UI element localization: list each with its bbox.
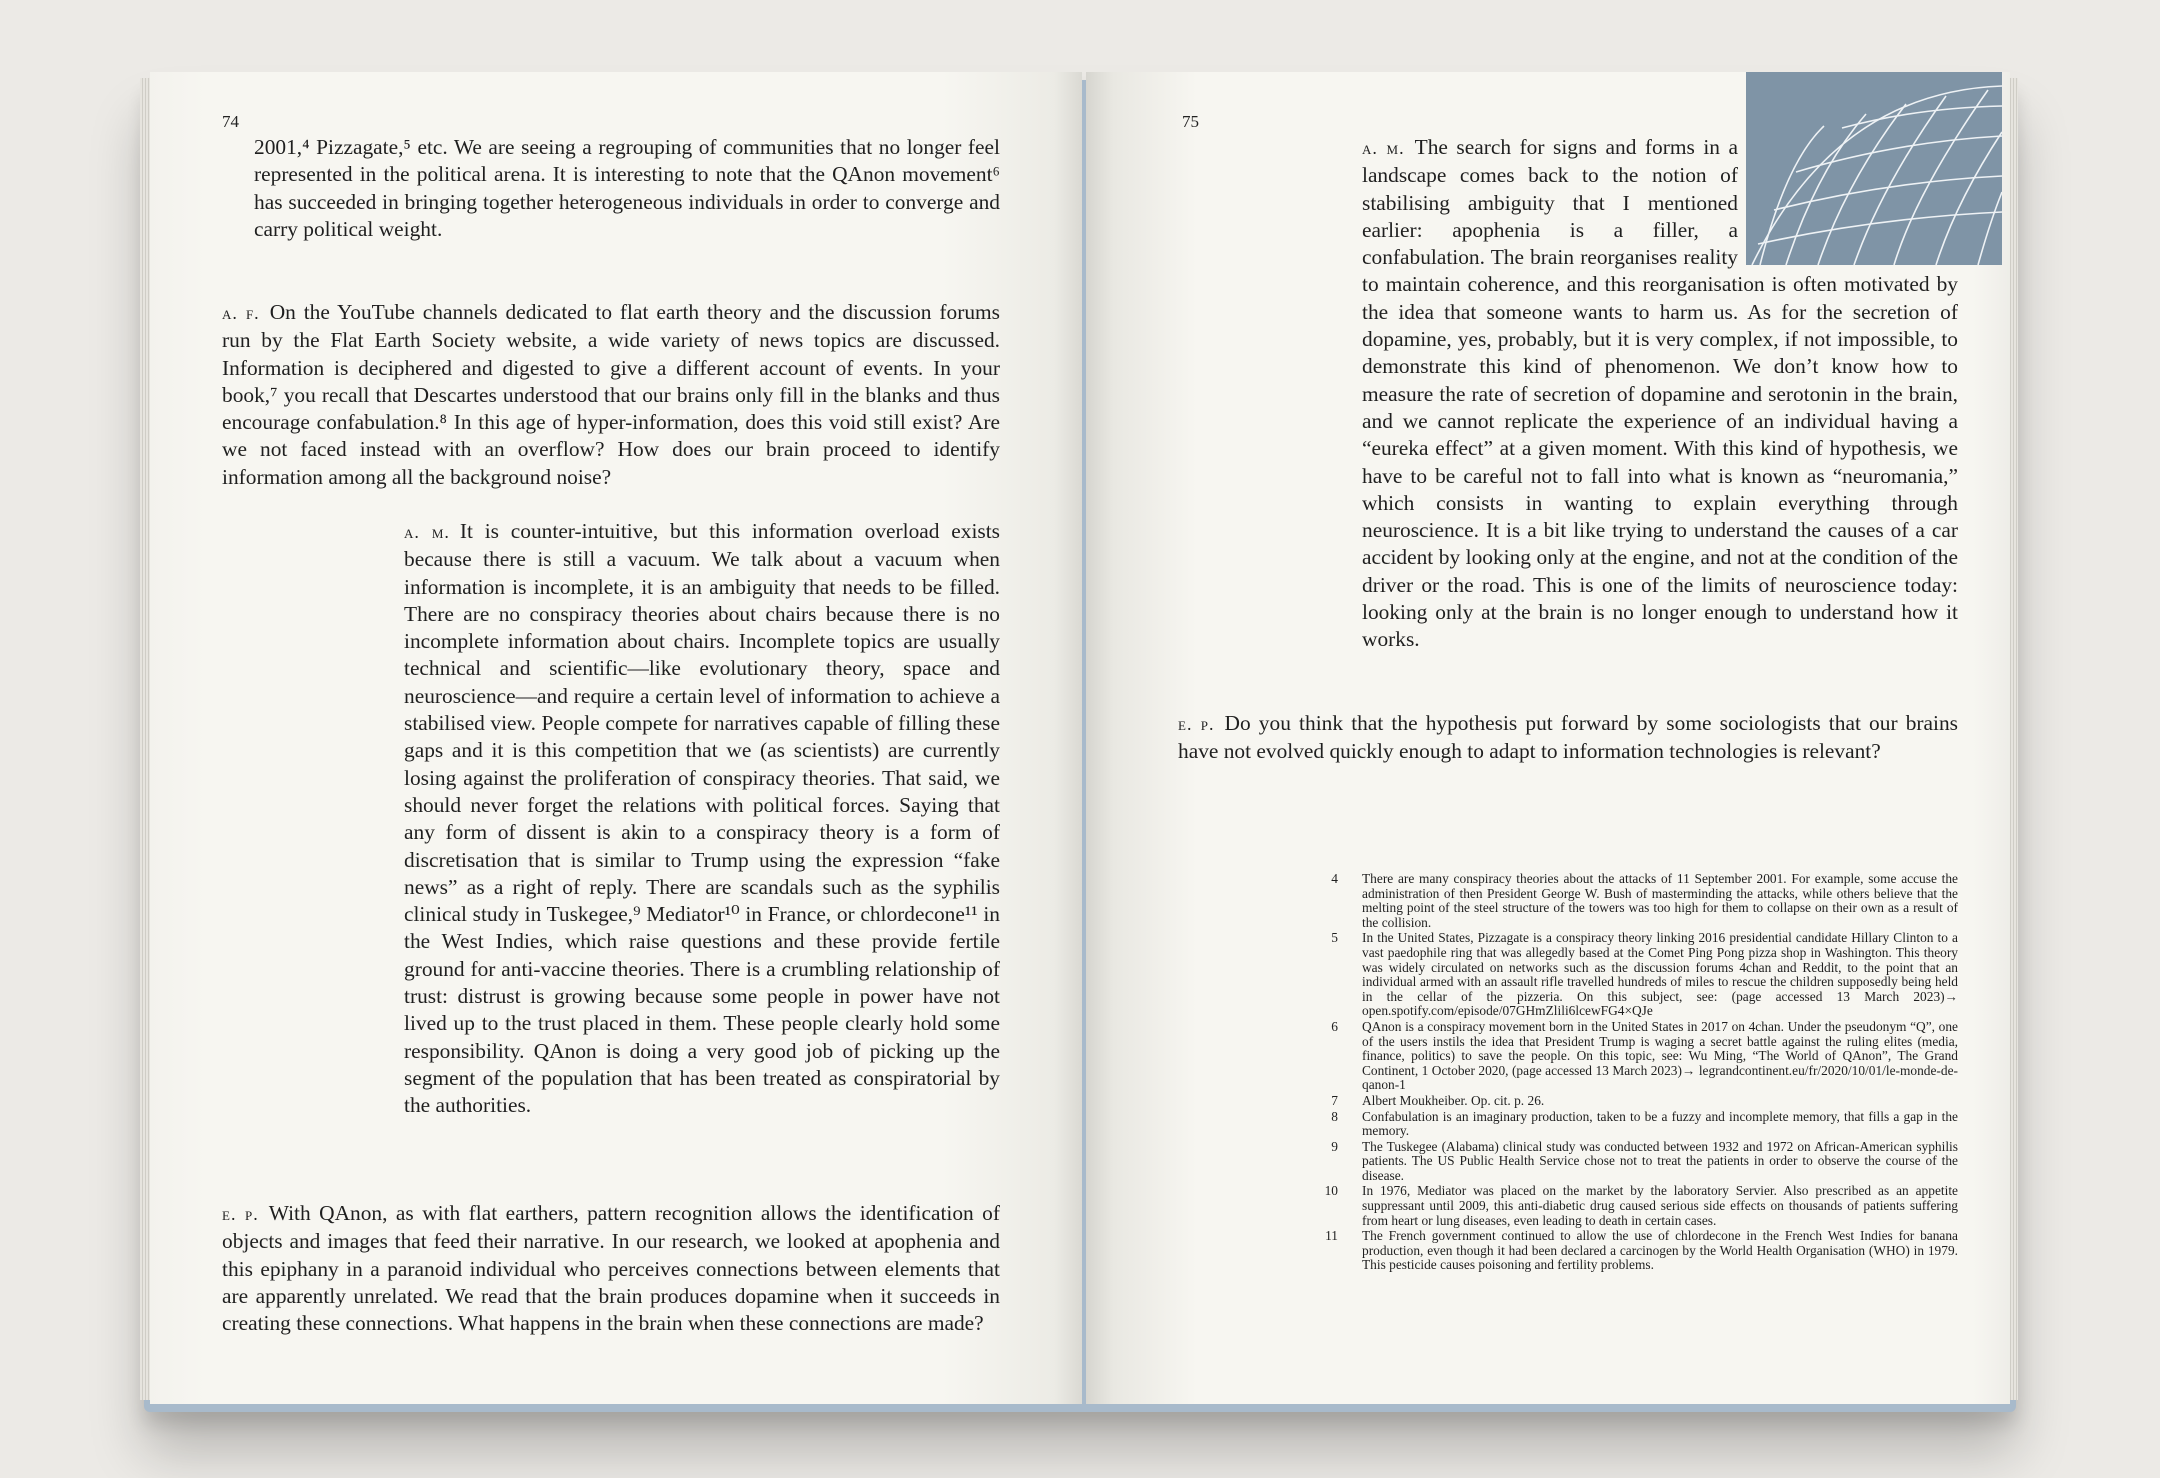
speaker-ep: e. p. [222, 1204, 259, 1224]
footnote [1312, 1094, 1958, 1109]
speaker-ep-right: e. p. [1178, 714, 1215, 734]
footnote-number: 10 [1324, 1183, 1338, 1199]
left-block-2 [222, 299, 1000, 491]
paragraph-continuation: 2001,⁴ Pizzagate,⁵ etc. We are seeing a regrouping of communities that no longer feel represented in the political arena. It is interesting to note that the QAnon movement⁶ has succeeded in bringing together heterogeneous individuals in order to converge and carry political weight. [254, 135, 1000, 241]
footnote [1312, 931, 1958, 1019]
answer-am: It is counter-intuitive, but this information overload exists because there is still a vacuum. We talk about a vacuum when information is incomplete, it is an ambiguity that needs to be filled. There are no conspiracy theories about chairs because there is no incomplete information about chairs. Incomplete topics are usually technical and scientific—like evolutionary theory, space and neuroscience—and require a certain level of information to achieve a stabilised view. People compete for narratives capable of filling these gaps and it is this competition that we (as scientists) are currently losing against the proliferation of conspiracy theories. That said, we should never forget the relations with political forces. Saying that any form of dissent is akin to a conspiracy theory is a form of discretisation that is similar to Trump using the expression “fake news” as a right of reply. There are scandals such as the syphilis clinical study in Tuskegee,⁹ Mediator¹⁰ in France, or chlordecone¹¹ in the West Indies, which raise questions and these provide fertile ground for anti-vaccine theories. There is a crumbling relationship of trust: distrust is growing because some people in power have not lived up to the trust placed in them. These people clearly hold some responsibility. QAnon is doing a very good job of picking up the segment of the population that has been treated as conspiratorial by the authorities. [404, 519, 1000, 1118]
left-block-3 [404, 518, 1000, 1120]
globe-wrap-spacer [1738, 134, 1958, 269]
question-af: On the YouTube channels dedicated to flat earth theory and the discussion forums run by the Flat Earth Society website, a wide variety of news topics are discussed. Information is deciphered and digested to give a different account of events. In your book,⁷ you recall that Descartes understood that our brains only fill in the blanks and thus encourage confabulation.⁸ In this age of hyper-information, does this void still exist? Are we not faced instead with an overflow? How does our brain proceed to identify information among all the background noise? [222, 300, 1001, 489]
footnote [1312, 1020, 1958, 1093]
folio-right: 75 [1182, 112, 1199, 131]
footnote-text: Albert Moukheiber. Op. cit. p. 26. [1362, 1092, 1545, 1108]
question-ep: With QAnon, as with flat earthers, pattern recognition allows the identification of objects and images that feed their narrative. In our research, we looked at apophenia and this epiphany in a paranoid individual who perceives connections between elements that are apparently unrelated. We read that the brain produces dopamine when it succeeds in creating these connections. What happens in the brain when these connections are made? [222, 1201, 1001, 1336]
footnote-text: The Tuskegee (Alabama) clinical study was conducted between 1932 and 1972 on African-American syphilis patients. The US Public Health Service chose not to treat the patients in order to observe the course of the disease. [1362, 1138, 1958, 1183]
speaker-am-right: a. m. [1362, 138, 1405, 158]
footnote-text: Confabulation is an imaginary production, taken to be a fuzzy and incomplete memory, that fills a gap in the memory. [1362, 1108, 1958, 1139]
footnote-number: 11 [1325, 1228, 1338, 1244]
footnote-text: QAnon is a conspiracy movement born in the United States in 2017 on 4chan. Under the pseudonym “Q”, one of the users instils the idea that President Trump is waging a secret battle against the ruling elites (media, finance, politics) to save the people. On this topic, see: Wu Ming, “The World of QAnon”, The Grand Continent, 1 October 2020, (page accessed 13 March 2023)→ legrandcontinent.eu/fr/2020/10/01/le-monde-de-qanon-1 [1362, 1018, 1958, 1093]
left-block-1 [254, 134, 1000, 243]
footnote [1312, 1229, 1958, 1273]
folio-left: 74 [222, 112, 239, 131]
left-block-4 [222, 1200, 1000, 1337]
right-block-1-top [1362, 134, 1958, 654]
footnote-text: There are many conspiracy theories about the attacks of 11 September 2001. For example, some accuse the administration of then President George W. Bush of masterminding the attacks, while others believe that the melting point of the steel structure of the towers was too high for them to collapse on their own as a result of the collision. [1362, 871, 1958, 930]
footnote-number: 8 [1331, 1108, 1338, 1124]
footnote-number: 5 [1331, 930, 1338, 946]
footnote-text: In 1976, Mediator was placed on the market by the laboratory Servier. Also prescribed as an appetite suppressant until 2009, this anti-diabetic drug caused serious side effects on thousands of patients suffering from heart or lung diseases, even leading to death in certain cases. [1362, 1183, 1958, 1228]
footnote-number: 7 [1331, 1092, 1338, 1108]
footnote [1312, 1110, 1958, 1139]
footnote-text: In the United States, Pizzagate is a conspiracy theory linking 2016 presidential candidate Hillary Clinton to a vast paedophile ring that was allegedly based at the Comet Ping Pong pizza shop in Washington. This theory was widely circulated on networks such as the discussion forums 4chan and Reddit, to the point that an individual armed with an assault rifle travelled hundreds of miles to rescue the children supposedly being held in the cellar of the pizzeria. On this subject, see: (page accessed 13 March 2023)→ open.spotify.com/episode/07GHmZlili6lcewFG4×QJe [1362, 930, 1958, 1019]
footnote-text: The French government continued to allow the use of chlordecone in the French West Indies for banana production, even though it had been declared a carcinogen by the World Health Organisation (WHO) in 1979. This pesticide causes poisoning and fertility problems. [1362, 1228, 1958, 1273]
speaker-af: a. f. [222, 303, 260, 323]
footnote [1312, 1184, 1958, 1228]
footnotes [1312, 872, 1958, 1274]
footnote-number: 6 [1331, 1018, 1338, 1034]
question-ep-right: Do you think that the hypothesis put forward by some sociologists that our brains have not evolved quickly enough to adapt to information technologies is relevant? [1178, 711, 1959, 764]
footnote [1312, 872, 1958, 930]
footnote-number: 9 [1331, 1138, 1338, 1154]
answer-am-right: The search for signs and forms in a landscape comes back to the notion of stabilising ambiguity that I mentioned earlier: apophenia is a filler, a confabulation. The brain reorganises reality to maintain coherence, and this reorganisation is often motivated by the idea that someone wants to harm us. As for the secretion of dopamine, yes, probably, but it is very complex, if not impossible, to demonstrate this kind of phenomenon. We don’t know how to measure the rate of secretion of dopamine and serotonin in the brain, and we cannot replicate the experience of an individual having a “eureka effect” at a given moment. With this kind of hypothesis, we have to be careful not to fall into what is known as “neuromania,” which consists in wanting to explain everything through neuroscience. It is a bit like trying to understand the causes of a car accident by looking only at the engine, and not at the condition of the driver or the road. This is one of the limits of neuroscience today: looking only at the brain is no longer enough to understand how it works. [1362, 135, 1958, 652]
speaker-am: a. m. [404, 522, 450, 542]
footnote-number: 4 [1331, 871, 1338, 886]
right-block-2 [1178, 710, 1958, 766]
footnote [1312, 1140, 1958, 1184]
